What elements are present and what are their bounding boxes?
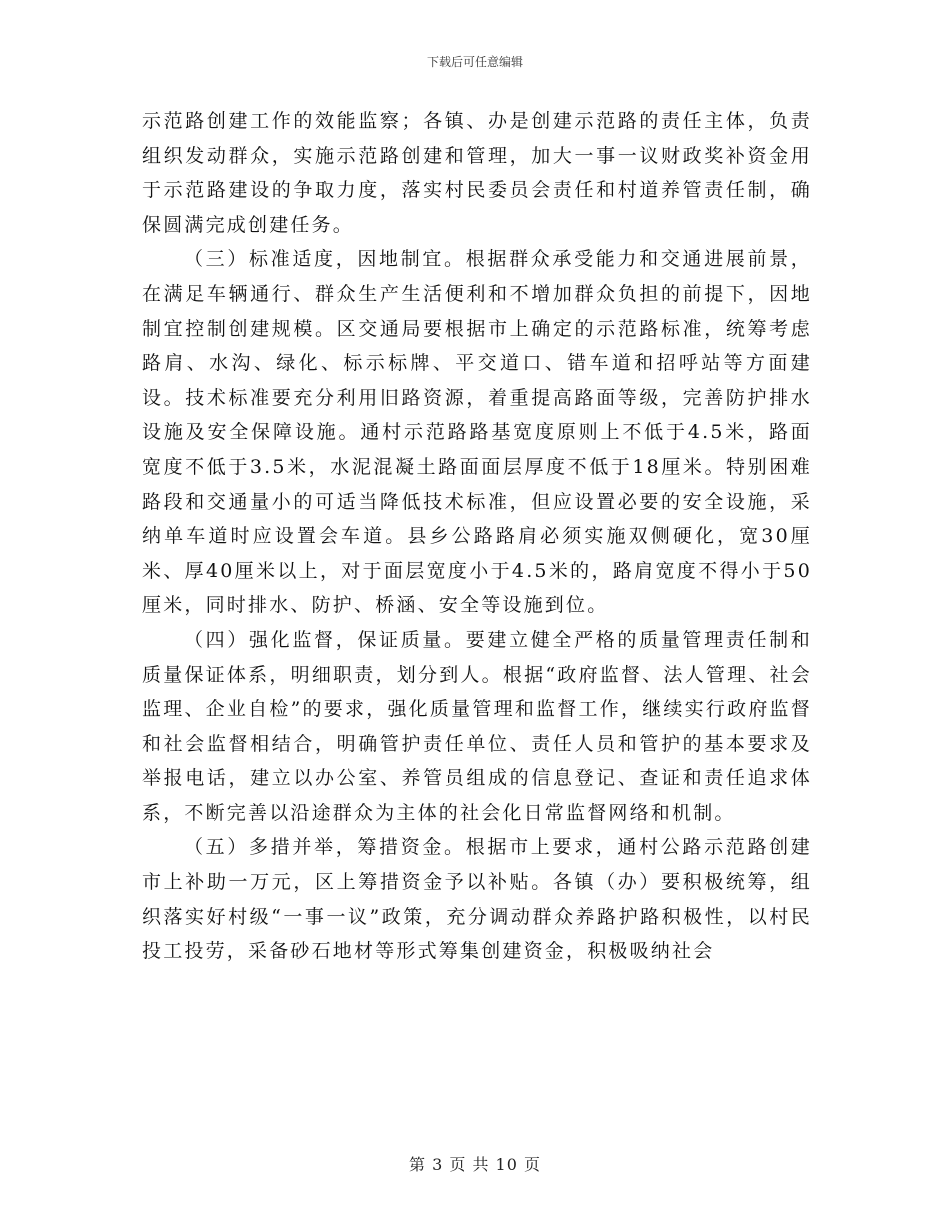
paragraph-section-3: （三）标准适度，因地制宜。根据群众承受能力和交通进展前景，在满足车辆通行、群众生产生活便利和不增加群众负担的前提下，因地制宜控制创建规模。区交通局要根据市上确定的示范路标准，统筹考虑路肩、水沟、绿化、标示标牌、平交道口、错车道和招呼站等方面建设。技术标准要充分利用旧路资源，着重提高路面等级，完善防护排水设施及安全保障设施。通村示范路路基宽度原则上不低于4.5米，路面宽度不低于3.5米，水泥混凝土路面面层厚度不低于18厘米。特别困难路段和交通量小的可适当降低技术标准，但应设置必要的安全设施，采纳单车道时应设置会车道。县乡公路路肩必须实施双侧硬化，宽30厘米、厚40厘米以上，对于面层宽度小于4.5米的，路肩宽度不得小于50厘米，同时排水、防护、桥涵、安全等设施到位。 <box>142 248 812 617</box>
paragraph-section-5: （五）多措并举，筹措资金。根据市上要求，通村公路示范路创建市上补助一万元，区上筹措资金予以补贴。各镇（办）要积极统筹，组织落实好村级“一事一议”政策，充分调动群众养路护路积极性，以村民投工投劳，采备砂石地材等形式筹集创建资金，积极吸纳社会 <box>142 836 812 963</box>
paragraph-continuation: 示范路创建工作的效能监察；各镇、办是创建示范路的责任主体，负责组织发动群众，实施示范路创建和管理，加大一事一议财政奖补资金用于示范路建设的争取力度，落实村民委员会责任和村道养管责任制，确保圆满完成创建任务。 <box>142 110 812 236</box>
page-number: 第 3 页 共 10 页 <box>409 1155 541 1174</box>
document-body <box>142 104 812 969</box>
paragraph-section-4: （四）强化监督，保证质量。要建立健全严格的质量管理责任制和质量保证体系，明细职责，划分到人。根据“政府监督、法人管理、社会监理、企业自检”的要求，强化质量管理和监督工作，继续实行政府监督和社会监督相结合，明确管护责任单位、责任人员和管护的基本要求及举报电话，建立以办公室、养管员组成的信息登记、查证和责任追求体系，不断完善以沿途群众为主体的社会化日常监督网络和机制。 <box>142 628 812 824</box>
page-header: 下载后可任意编辑 <box>426 55 523 69</box>
